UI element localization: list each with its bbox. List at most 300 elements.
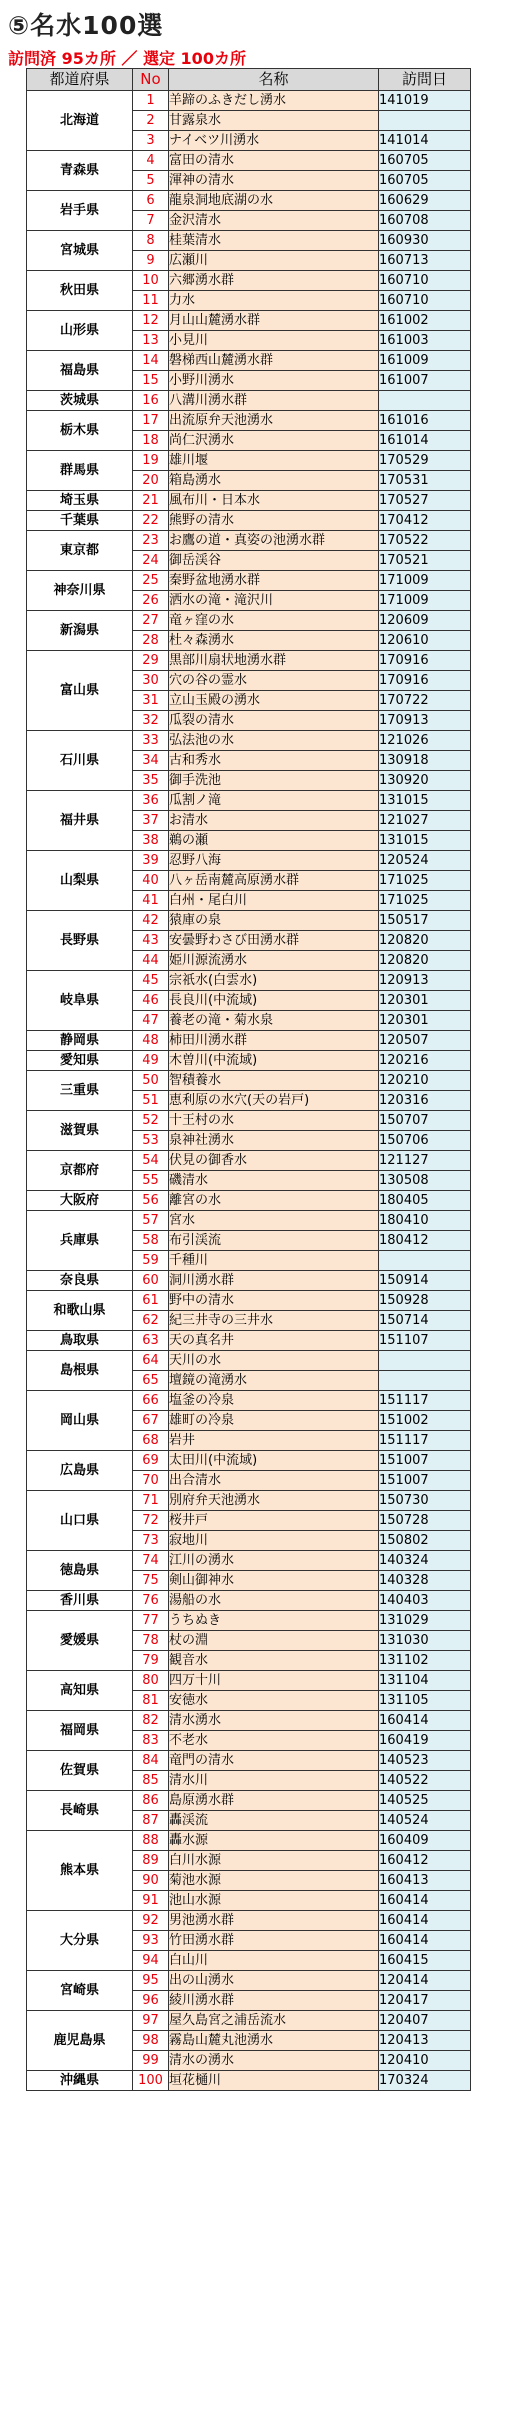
name-cell: 古和秀水 [169,751,379,771]
name-cell: 安徳水 [169,1691,379,1711]
name-cell: 白州・尾白川 [169,891,379,911]
number-cell: 43 [133,931,169,951]
prefecture-cell: 福島県 [27,351,133,391]
number-cell: 20 [133,471,169,491]
number-cell: 28 [133,631,169,651]
prefecture-cell: 岐阜県 [27,971,133,1031]
table-row [27,1671,471,1691]
number-cell: 70 [133,1471,169,1491]
number-cell: 72 [133,1511,169,1531]
visit-date-cell: 170916 [379,651,471,671]
name-cell: 箱島湧水 [169,471,379,491]
number-cell: 96 [133,1991,169,2011]
name-cell: 金沢清水 [169,211,379,231]
number-cell: 13 [133,331,169,351]
table-row [27,2011,471,2031]
visit-date-cell: 150730 [379,1491,471,1511]
table-row [27,351,471,371]
visit-date-cell: 141019 [379,91,471,111]
prefecture-cell: 群馬県 [27,451,133,491]
visit-date-cell: 161007 [379,371,471,391]
number-cell: 85 [133,1771,169,1791]
visit-date-cell [379,1371,471,1391]
visit-date-cell: 140524 [379,1811,471,1831]
name-cell: 清水の湧水 [169,2051,379,2071]
name-cell: 猿庫の泉 [169,911,379,931]
visit-date-cell: 121127 [379,1151,471,1171]
visit-date-cell: 150707 [379,1111,471,1131]
table-row [27,1351,471,1371]
table-row [27,511,471,531]
name-cell: 八ヶ岳南麓高原湧水群 [169,871,379,891]
table-row [27,1051,471,1071]
visit-date-cell: 141014 [379,131,471,151]
name-cell: 千種川 [169,1251,379,1271]
visit-date-cell: 161009 [379,351,471,371]
name-cell: 岩井 [169,1431,379,1451]
number-cell: 10 [133,271,169,291]
name-cell: 霧島山麓丸池湧水 [169,2031,379,2051]
name-cell: 養老の滝・菊水泉 [169,1011,379,1031]
table-header-row [27,69,471,91]
number-cell: 89 [133,1851,169,1871]
prefecture-cell: 茨城県 [27,391,133,411]
number-cell: 54 [133,1151,169,1171]
number-cell: 9 [133,251,169,271]
number-cell: 67 [133,1411,169,1431]
visit-date-cell: 120524 [379,851,471,871]
name-cell: 広瀬川 [169,251,379,271]
visit-date-cell [379,111,471,131]
visit-date-cell: 170529 [379,451,471,471]
table-row [27,1911,471,1931]
visit-date-cell: 180412 [379,1231,471,1251]
number-cell: 27 [133,611,169,631]
prefecture-cell: 新潟県 [27,611,133,651]
table-row [27,1751,471,1771]
number-cell: 22 [133,511,169,531]
number-cell: 5 [133,171,169,191]
visit-date-cell: 140525 [379,1791,471,1811]
number-cell: 65 [133,1371,169,1391]
name-cell: 泉神社湧水 [169,1131,379,1151]
table-row [27,1151,471,1171]
name-cell: 御岳渓谷 [169,551,379,571]
prefecture-cell: 宮崎県 [27,1971,133,2011]
number-cell: 95 [133,1971,169,1991]
number-cell: 33 [133,731,169,751]
visit-date-cell: 171025 [379,871,471,891]
number-cell: 64 [133,1351,169,1371]
name-cell: 木曽川(中流域) [169,1051,379,1071]
name-cell: 六郷湧水群 [169,271,379,291]
number-cell: 82 [133,1711,169,1731]
name-cell: 磐梯西山麓湧水群 [169,351,379,371]
name-cell: 紀三井寺の三井水 [169,1311,379,1331]
number-cell: 79 [133,1651,169,1671]
number-cell: 46 [133,991,169,1011]
prefecture-cell: 岩手県 [27,191,133,231]
number-cell: 40 [133,871,169,891]
visit-date-cell: 160414 [379,1891,471,1911]
table-row [27,411,471,431]
name-cell: 雄町の冷泉 [169,1411,379,1431]
name-cell: お鷹の道・真姿の池湧水群 [169,531,379,551]
prefecture-cell: 和歌山県 [27,1291,133,1331]
table-row [27,1611,471,1631]
name-cell: 桂葉清水 [169,231,379,251]
name-cell: 菊池水源 [169,1871,379,1891]
number-cell: 47 [133,1011,169,1031]
visit-date-cell: 121027 [379,811,471,831]
number-cell: 26 [133,591,169,611]
table-row [27,1211,471,1231]
prefecture-cell: 香川県 [27,1591,133,1611]
name-cell: 瓜裂の清水 [169,711,379,731]
visit-date-cell: 170916 [379,671,471,691]
name-cell: 桜井戸 [169,1511,379,1531]
number-cell: 38 [133,831,169,851]
prefecture-cell: 佐賀県 [27,1751,133,1791]
number-cell: 74 [133,1551,169,1571]
prefecture-cell: 奈良県 [27,1271,133,1291]
meisui-table [26,68,471,2091]
name-cell: うちぬき [169,1611,379,1631]
visit-date-cell: 160415 [379,1951,471,1971]
table-row [27,491,471,511]
visit-date-cell: 120301 [379,991,471,1011]
name-cell: 池山水源 [169,1891,379,1911]
visit-date-cell: 131102 [379,1651,471,1671]
name-cell: 屋久島宮之浦岳流水 [169,2011,379,2031]
table-row [27,1971,471,1991]
prefecture-cell: 岡山県 [27,1391,133,1451]
visit-date-cell: 151117 [379,1391,471,1411]
table-row [27,1271,471,1291]
prefecture-cell: 徳島県 [27,1551,133,1591]
prefecture-cell: 青森県 [27,151,133,191]
header-name: 名称 [169,69,379,91]
visit-date-cell: 161002 [379,311,471,331]
visit-date-cell: 150714 [379,1311,471,1331]
table-row [27,1071,471,1091]
name-cell: 布引渓流 [169,1231,379,1251]
name-cell: 黒部川扇状地湧水群 [169,651,379,671]
number-cell: 7 [133,211,169,231]
number-cell: 32 [133,711,169,731]
visit-date-cell: 170521 [379,551,471,571]
visit-date-cell: 120216 [379,1051,471,1071]
number-cell: 21 [133,491,169,511]
visit-date-cell: 160710 [379,291,471,311]
table-row [27,391,471,411]
visit-date-cell: 130508 [379,1171,471,1191]
visit-date-cell: 160629 [379,191,471,211]
name-cell: 清水湧水 [169,1711,379,1731]
name-cell: 立山玉殿の湧水 [169,691,379,711]
number-cell: 14 [133,351,169,371]
visit-date-cell: 160930 [379,231,471,251]
visit-date-cell [379,1251,471,1271]
number-cell: 80 [133,1671,169,1691]
visit-date-cell: 151002 [379,1411,471,1431]
prefecture-cell: 埼玉県 [27,491,133,511]
name-cell: 伏見の御香水 [169,1151,379,1171]
table-row [27,1711,471,1731]
name-cell: 洞川湧水群 [169,1271,379,1291]
name-cell: 離宮の水 [169,1191,379,1211]
name-cell: 轟水源 [169,1831,379,1851]
number-cell: 90 [133,1871,169,1891]
name-cell: 小野川湧水 [169,371,379,391]
table-row [27,1291,471,1311]
prefecture-cell: 大阪府 [27,1191,133,1211]
name-cell: 八溝川湧水群 [169,391,379,411]
visit-date-cell: 120407 [379,2011,471,2031]
visit-date-cell [379,391,471,411]
visit-date-cell: 120414 [379,1971,471,1991]
table-row [27,1391,471,1411]
number-cell: 49 [133,1051,169,1071]
name-cell: 秦野盆地湧水群 [169,571,379,591]
name-cell: 姫川源流湧水 [169,951,379,971]
visit-date-cell: 171009 [379,571,471,591]
header-number: No [133,69,169,91]
visit-date-cell: 140523 [379,1751,471,1771]
visit-date-cell: 120609 [379,611,471,631]
prefecture-cell: 福岡県 [27,1711,133,1751]
prefecture-cell: 千葉県 [27,511,133,531]
number-cell: 69 [133,1451,169,1471]
name-cell: 竹田湧水群 [169,1931,379,1951]
prefecture-cell: 愛知県 [27,1051,133,1071]
name-cell: 出の山湧水 [169,1971,379,1991]
visit-date-cell: 160713 [379,251,471,271]
visit-date-cell [379,1351,471,1371]
prefecture-cell: 山口県 [27,1491,133,1551]
name-cell: 月山山麓湧水群 [169,311,379,331]
number-cell: 60 [133,1271,169,1291]
prefecture-cell: 兵庫県 [27,1211,133,1271]
visit-date-cell: 131029 [379,1611,471,1631]
visit-date-cell: 150517 [379,911,471,931]
visit-date-cell: 160705 [379,171,471,191]
visit-date-cell: 171009 [379,591,471,611]
visit-date-cell: 150728 [379,1511,471,1531]
number-cell: 41 [133,891,169,911]
name-cell: 島原湧水群 [169,1791,379,1811]
name-cell: 弘法池の水 [169,731,379,751]
visit-date-cell: 140403 [379,1591,471,1611]
number-cell: 62 [133,1311,169,1331]
name-cell: 恵利原の水穴(天の岩戸) [169,1091,379,1111]
table-row [27,1031,471,1051]
number-cell: 42 [133,911,169,931]
number-cell: 30 [133,671,169,691]
prefecture-cell: 愛媛県 [27,1611,133,1671]
prefecture-cell: 東京都 [27,531,133,571]
name-cell: 竜ヶ窪の水 [169,611,379,631]
prefecture-cell: 北海道 [27,91,133,151]
prefecture-cell: 宮城県 [27,231,133,271]
visit-date-cell: 170531 [379,471,471,491]
name-cell: 別府弁天池湧水 [169,1491,379,1511]
number-cell: 99 [133,2051,169,2071]
table-row [27,91,471,111]
visit-date-cell: 140324 [379,1551,471,1571]
visit-date-cell: 131030 [379,1631,471,1651]
name-cell: 十王村の水 [169,1111,379,1131]
name-cell: 宗祇水(白雲水) [169,971,379,991]
table-row [27,911,471,931]
number-cell: 55 [133,1171,169,1191]
visit-date-cell: 151117 [379,1431,471,1451]
table-row [27,571,471,591]
name-cell: 垣花樋川 [169,2071,379,2091]
prefecture-cell: 静岡県 [27,1031,133,1051]
name-cell: 竜門の清水 [169,1751,379,1771]
name-cell: 塩釜の冷泉 [169,1391,379,1411]
number-cell: 3 [133,131,169,151]
name-cell: 熊野の清水 [169,511,379,531]
visit-date-cell: 161003 [379,331,471,351]
table-row [27,1111,471,1131]
prefecture-cell: 長野県 [27,911,133,971]
name-cell: 清水川 [169,1771,379,1791]
name-cell: 出流原弁天池湧水 [169,411,379,431]
table-row [27,611,471,631]
number-cell: 63 [133,1331,169,1351]
table-row [27,731,471,751]
number-cell: 93 [133,1931,169,1951]
visit-date-cell: 120301 [379,1011,471,1031]
visit-date-cell: 150928 [379,1291,471,1311]
visit-date-cell: 170324 [379,2071,471,2091]
table-row [27,651,471,671]
name-cell: 江川の湧水 [169,1551,379,1571]
name-cell: 柿田川湧水群 [169,1031,379,1051]
visit-date-cell: 150706 [379,1131,471,1151]
table-row [27,151,471,171]
number-cell: 88 [133,1831,169,1851]
name-cell: 綾川湧水群 [169,1991,379,2011]
header-prefecture: 都道府県 [27,69,133,91]
prefecture-cell: 栃木県 [27,411,133,451]
number-cell: 73 [133,1531,169,1551]
visit-date-cell: 130918 [379,751,471,771]
visit-date-cell: 150914 [379,1271,471,1291]
visit-date-cell: 160412 [379,1851,471,1871]
table-row [27,1451,471,1471]
visit-date-cell: 120913 [379,971,471,991]
prefecture-cell: 石川県 [27,731,133,791]
number-cell: 37 [133,811,169,831]
visit-date-cell: 120507 [379,1031,471,1051]
name-cell: 四万十川 [169,1671,379,1691]
table-row [27,851,471,871]
visit-date-cell: 120610 [379,631,471,651]
number-cell: 83 [133,1731,169,1751]
name-cell: 太田川(中流域) [169,1451,379,1471]
visit-date-cell: 120417 [379,1991,471,2011]
prefecture-cell: 滋賀県 [27,1111,133,1151]
prefecture-cell: 神奈川県 [27,571,133,611]
number-cell: 75 [133,1571,169,1591]
visit-date-cell: 180405 [379,1191,471,1211]
visit-date-cell: 160705 [379,151,471,171]
name-cell: 磯清水 [169,1171,379,1191]
number-cell: 53 [133,1131,169,1151]
table-row [27,1491,471,1511]
visit-date-cell: 120413 [379,2031,471,2051]
number-cell: 56 [133,1191,169,1211]
name-cell: 天川の水 [169,1351,379,1371]
name-cell: 甘露泉水 [169,111,379,131]
number-cell: 4 [133,151,169,171]
table-row [27,2071,471,2091]
number-cell: 48 [133,1031,169,1051]
table-row [27,191,471,211]
visit-date-cell: 130920 [379,771,471,791]
visit-date-cell: 160419 [379,1731,471,1751]
table-row [27,451,471,471]
name-cell: 小見川 [169,331,379,351]
visit-summary: 訪問済 95カ所 ／ 選定 100カ所 [8,49,246,68]
name-cell: 風布川・日本水 [169,491,379,511]
name-cell: 洒水の滝・滝沢川 [169,591,379,611]
number-cell: 94 [133,1951,169,1971]
number-cell: 39 [133,851,169,871]
visit-date-cell: 150802 [379,1531,471,1551]
visit-date-cell: 161016 [379,411,471,431]
name-cell: 観音水 [169,1651,379,1671]
number-cell: 44 [133,951,169,971]
name-cell: 出合清水 [169,1471,379,1491]
number-cell: 29 [133,651,169,671]
number-cell: 50 [133,1071,169,1091]
prefecture-cell: 大分県 [27,1911,133,1971]
number-cell: 68 [133,1431,169,1451]
number-cell: 31 [133,691,169,711]
visit-date-cell: 151107 [379,1331,471,1351]
header-visit-date: 訪問日 [379,69,471,91]
name-cell: 天の真名井 [169,1331,379,1351]
number-cell: 1 [133,91,169,111]
visit-date-cell: 160414 [379,1711,471,1731]
name-cell: 不老水 [169,1731,379,1751]
table-row [27,311,471,331]
name-cell: 渾神の清水 [169,171,379,191]
prefecture-cell: 山形県 [27,311,133,351]
name-cell: 忍野八海 [169,851,379,871]
prefecture-cell: 広島県 [27,1451,133,1491]
visit-date-cell: 160414 [379,1911,471,1931]
name-cell: 安曇野わさび田湧水群 [169,931,379,951]
name-cell: 穴の谷の霊水 [169,671,379,691]
number-cell: 8 [133,231,169,251]
name-cell: 寂地川 [169,1531,379,1551]
number-cell: 18 [133,431,169,451]
visit-date-cell: 170527 [379,491,471,511]
prefecture-cell: 三重県 [27,1071,133,1111]
name-cell: 御手洗池 [169,771,379,791]
number-cell: 6 [133,191,169,211]
visit-date-cell: 121026 [379,731,471,751]
table-row [27,1591,471,1611]
prefecture-cell: 山梨県 [27,851,133,911]
name-cell: 龍泉洞地底湖の水 [169,191,379,211]
number-cell: 84 [133,1751,169,1771]
